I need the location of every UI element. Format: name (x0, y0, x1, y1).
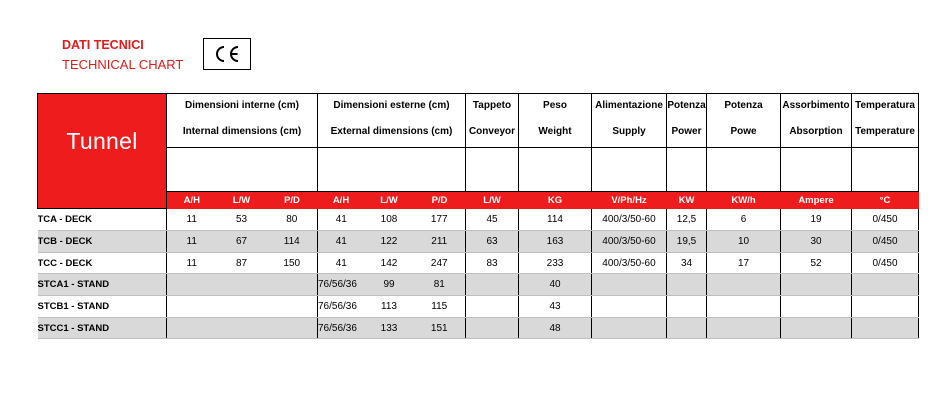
table-cell (667, 274, 707, 296)
table-cell: 163 (519, 231, 592, 253)
table-cell: 400/3/50-60 (592, 253, 667, 274)
table-cell: 99 (365, 274, 414, 296)
table-cell: 53 (217, 209, 267, 231)
table-cell: 142 (365, 253, 414, 274)
external-dimensions-header-it: Dimensioni esterne (cm) (318, 94, 466, 117)
internal-dimensions-header-en: Internal dimensions (cm) (167, 117, 318, 148)
product-title-cell (38, 94, 167, 209)
table-cell (217, 296, 267, 318)
technical-chart-table (37, 93, 919, 339)
table-cell: 87 (217, 253, 267, 274)
absorption-header-it: Assorbimento (781, 94, 852, 117)
table-cell: 113 (365, 296, 414, 318)
unit-label: Ampere (781, 192, 852, 209)
absorption-header-en: Absorption (781, 117, 852, 148)
table-cell (852, 296, 919, 318)
table-cell: 63 (466, 231, 519, 253)
table-row (38, 231, 919, 253)
blank-header-cell (667, 148, 707, 192)
external-dimensions-header-en: External dimensions (cm) (318, 117, 466, 148)
table-cell: 12,5 (667, 209, 707, 231)
table-cell (707, 274, 781, 296)
blank-header-cell (707, 148, 781, 192)
table-cell (267, 296, 318, 318)
table-cell (592, 274, 667, 296)
power-header-en: Power (667, 117, 707, 148)
table-cell (707, 296, 781, 318)
table-cell: 0/450 (852, 209, 919, 231)
unit-label: KG (519, 192, 592, 209)
table-cell: 0/450 (852, 231, 919, 253)
blank-header-cell (781, 148, 852, 192)
table-cell: 114 (519, 209, 592, 231)
table-cell (852, 318, 919, 339)
table-cell (592, 296, 667, 318)
table-cell: 45 (466, 209, 519, 231)
ce-mark-icon (203, 38, 251, 70)
unit-label: KW (667, 192, 707, 209)
blank-header-cell (466, 148, 519, 192)
table-cell: 30 (781, 231, 852, 253)
temperature-header-en: Temperature (852, 117, 919, 148)
table-cell (852, 274, 919, 296)
table-cell: 400/3/50-60 (592, 231, 667, 253)
table-cell (466, 274, 519, 296)
table-cell: 11 (167, 253, 217, 274)
model-name: TCA - DECK (38, 209, 167, 231)
table-cell: 83 (466, 253, 519, 274)
power-kwh-header-it: Potenza (707, 94, 781, 117)
table-cell: 108 (365, 209, 414, 231)
table-cell: 43 (519, 296, 592, 318)
table-cell (267, 318, 318, 339)
table-cell: 151 (414, 318, 466, 339)
power-kwh-header-en: Powe (707, 117, 781, 148)
table-cell: 52 (781, 253, 852, 274)
model-name: STCC1 - STAND (38, 318, 167, 339)
table-cell: 80 (267, 209, 318, 231)
table-cell: 11 (167, 231, 217, 253)
model-name: STCA1 - STAND (38, 274, 167, 296)
supply-header-en: Supply (592, 117, 667, 148)
power-header-it: Potenza (667, 94, 707, 117)
table-row (38, 274, 919, 296)
table-cell: 40 (519, 274, 592, 296)
product-title: Tunnel (66, 127, 138, 154)
model-name: STCB1 - STAND (38, 296, 167, 318)
table-cell: 34 (667, 253, 707, 274)
table-cell (781, 296, 852, 318)
conveyor-header-it: Tappeto (466, 94, 519, 117)
weight-header-en: Weight (519, 117, 592, 148)
unit-label: A/H (318, 192, 365, 209)
table-cell: 400/3/50-60 (592, 209, 667, 231)
conveyor-header-en: Conveyor (466, 117, 519, 148)
internal-dimensions-header-it: Dimensioni interne (cm) (167, 94, 318, 117)
table-cell (667, 318, 707, 339)
table-cell: 115 (414, 296, 466, 318)
table-cell (667, 296, 707, 318)
unit-label: A/H (167, 192, 217, 209)
table-cell: 67 (217, 231, 267, 253)
table-cell: 11 (167, 209, 217, 231)
table-cell: 0/450 (852, 253, 919, 274)
weight-header-it: Peso (519, 94, 592, 117)
table-cell: 114 (267, 231, 318, 253)
table-cell (781, 318, 852, 339)
table-cell: 211 (414, 231, 466, 253)
table-cell (466, 318, 519, 339)
blank-header-cell (167, 148, 318, 192)
title-english: TECHNICAL CHART (62, 57, 184, 72)
table-cell: 177 (414, 209, 466, 231)
table-cell: 150 (267, 253, 318, 274)
table-cell: 10 (707, 231, 781, 253)
unit-label: °C (852, 192, 919, 209)
temperature-header-it: Temperatura (852, 94, 919, 117)
table-cell: 233 (519, 253, 592, 274)
table-row (38, 253, 919, 274)
title-italian: DATI TECNICI (62, 38, 144, 52)
table-cell: 81 (414, 274, 466, 296)
table-cell: 41 (318, 253, 365, 274)
table-cell: 48 (519, 318, 592, 339)
table-cell: 247 (414, 253, 466, 274)
table-cell (217, 318, 267, 339)
blank-header-cell (592, 148, 667, 192)
unit-label: KW/h (707, 192, 781, 209)
table-cell: 133 (365, 318, 414, 339)
table-cell (707, 318, 781, 339)
unit-label: L/W (217, 192, 267, 209)
table-cell: 76/56/36 (318, 296, 365, 318)
table-row (38, 209, 919, 231)
table-cell (466, 296, 519, 318)
table-cell (167, 296, 217, 318)
table-cell: 19,5 (667, 231, 707, 253)
table-cell (267, 274, 318, 296)
table-cell (217, 274, 267, 296)
table-cell (781, 274, 852, 296)
table-cell (592, 318, 667, 339)
table-cell: 122 (365, 231, 414, 253)
table-cell: 41 (318, 231, 365, 253)
unit-label: L/W (365, 192, 414, 209)
table-cell: 76/56/36 (318, 274, 365, 296)
unit-label: P/D (267, 192, 318, 209)
table-cell: 17 (707, 253, 781, 274)
table-cell (167, 318, 217, 339)
blank-header-cell (318, 148, 466, 192)
table-row (38, 318, 919, 339)
table-row (38, 296, 919, 318)
unit-label: P/D (414, 192, 466, 209)
table-cell: 6 (707, 209, 781, 231)
model-name: TCB - DECK (38, 231, 167, 253)
blank-header-cell (852, 148, 919, 192)
supply-header-it: Alimentazione (592, 94, 667, 117)
unit-label: V/Ph/Hz (592, 192, 667, 209)
table-cell: 41 (318, 209, 365, 231)
blank-header-cell (519, 148, 592, 192)
unit-label: L/W (466, 192, 519, 209)
table-cell: 19 (781, 209, 852, 231)
model-name: TCC - DECK (38, 253, 167, 274)
table-cell (167, 274, 217, 296)
table-cell: 76/56/36 (318, 318, 365, 339)
